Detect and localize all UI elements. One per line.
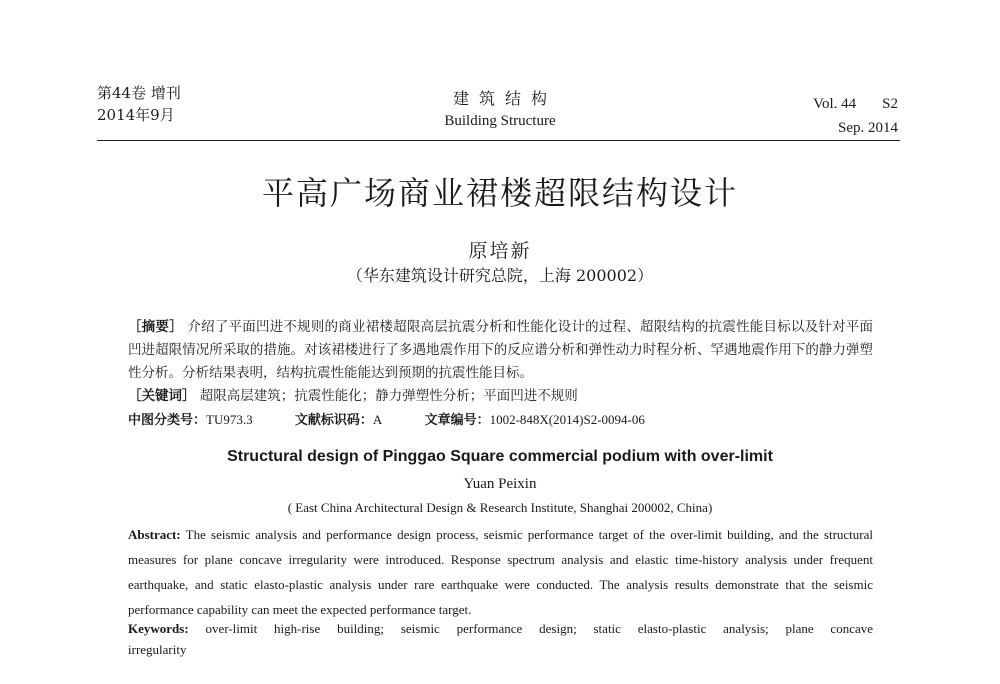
date-en: Sep. 2014: [838, 120, 898, 136]
header-rule: [97, 140, 900, 141]
article-no-value: 1002-848X(2014)S2-0094-06: [489, 412, 645, 427]
clc-value: TU973.3: [206, 412, 253, 427]
abstract-en: [128, 522, 873, 622]
running-header-right: [813, 92, 898, 140]
journal-name: [400, 88, 600, 132]
keywords-cn-label: ［关键词］: [128, 388, 196, 404]
journal-name-en: Building Structure: [444, 113, 556, 129]
title-cn: 平高广场商业裙楼超限结构设计: [261, 174, 738, 212]
author-en: Yuan Peixin: [463, 476, 537, 492]
article-no-label: 文章编号：: [424, 413, 490, 428]
abstract-cn: [128, 316, 873, 385]
issue-cn: 第44卷 增刊: [97, 84, 181, 102]
affiliation-en: ( East China Architectural Design & Research Institute, Shanghai 200002, China): [287, 500, 713, 515]
keywords-cn-text: 超限高层建筑；抗震性能化；静力弹塑性分析；平面凹进不规则: [199, 388, 578, 404]
volume: Vol. 44: [813, 96, 857, 112]
abstract-en-text: The seismic analysis and performance design process, seismic performance target of the over-limit building, and the structural measures for plane concave irregularity were introduced. Response spectrum analysis and elastic time-history analysis under frequent earthquake, and static elasto-plastic analysis under rare earthquake were conducted. The analysis results demonstrate that the seismic performance capability can meet the expected performance target.: [128, 527, 874, 617]
keywords-en-label: Keywords:: [128, 621, 189, 636]
supplement: S2: [882, 96, 898, 112]
doc-code-value: A: [372, 412, 383, 427]
doc-code-label: 文献标识码：: [294, 413, 373, 428]
keywords-cn: [128, 385, 873, 408]
title-en: Structural design of Pinggao Square commercial podium with over-limit: [227, 448, 773, 465]
keywords-en-text: over-limit high-rise building; seismic performance design; static elasto-plastic analysis; plane concave irregularity: [128, 621, 874, 657]
date-cn: 2014年9月: [97, 106, 175, 124]
journal-name-cn: 建筑结构: [452, 89, 557, 108]
clc-label: 中图分类号：: [128, 413, 207, 428]
keywords-en: [128, 618, 873, 660]
abstract-en-label: Abstract:: [128, 527, 181, 542]
affiliation-cn: （华东建筑设计研究总院，上海 200002）: [346, 266, 654, 285]
running-header-left: [97, 82, 181, 126]
abstract-cn-text: 介绍了平面凹进不规则的商业裙楼超限高层抗震分析和性能化设计的过程、超限结构的抗震性能目标以及针对平面凹进超限情况所采取的措施。对该裙楼进行了多遇地震作用下的反应谱分析和弹性动力时程分析、罕遇地震作用下的静力弹塑性分析。分析结果表明，结构抗震性能能达到预期的抗震性能目标。: [128, 319, 874, 381]
classification-line: [128, 408, 873, 432]
author-cn: 原培新: [468, 240, 532, 262]
abstract-cn-label: ［摘要］: [128, 319, 183, 335]
